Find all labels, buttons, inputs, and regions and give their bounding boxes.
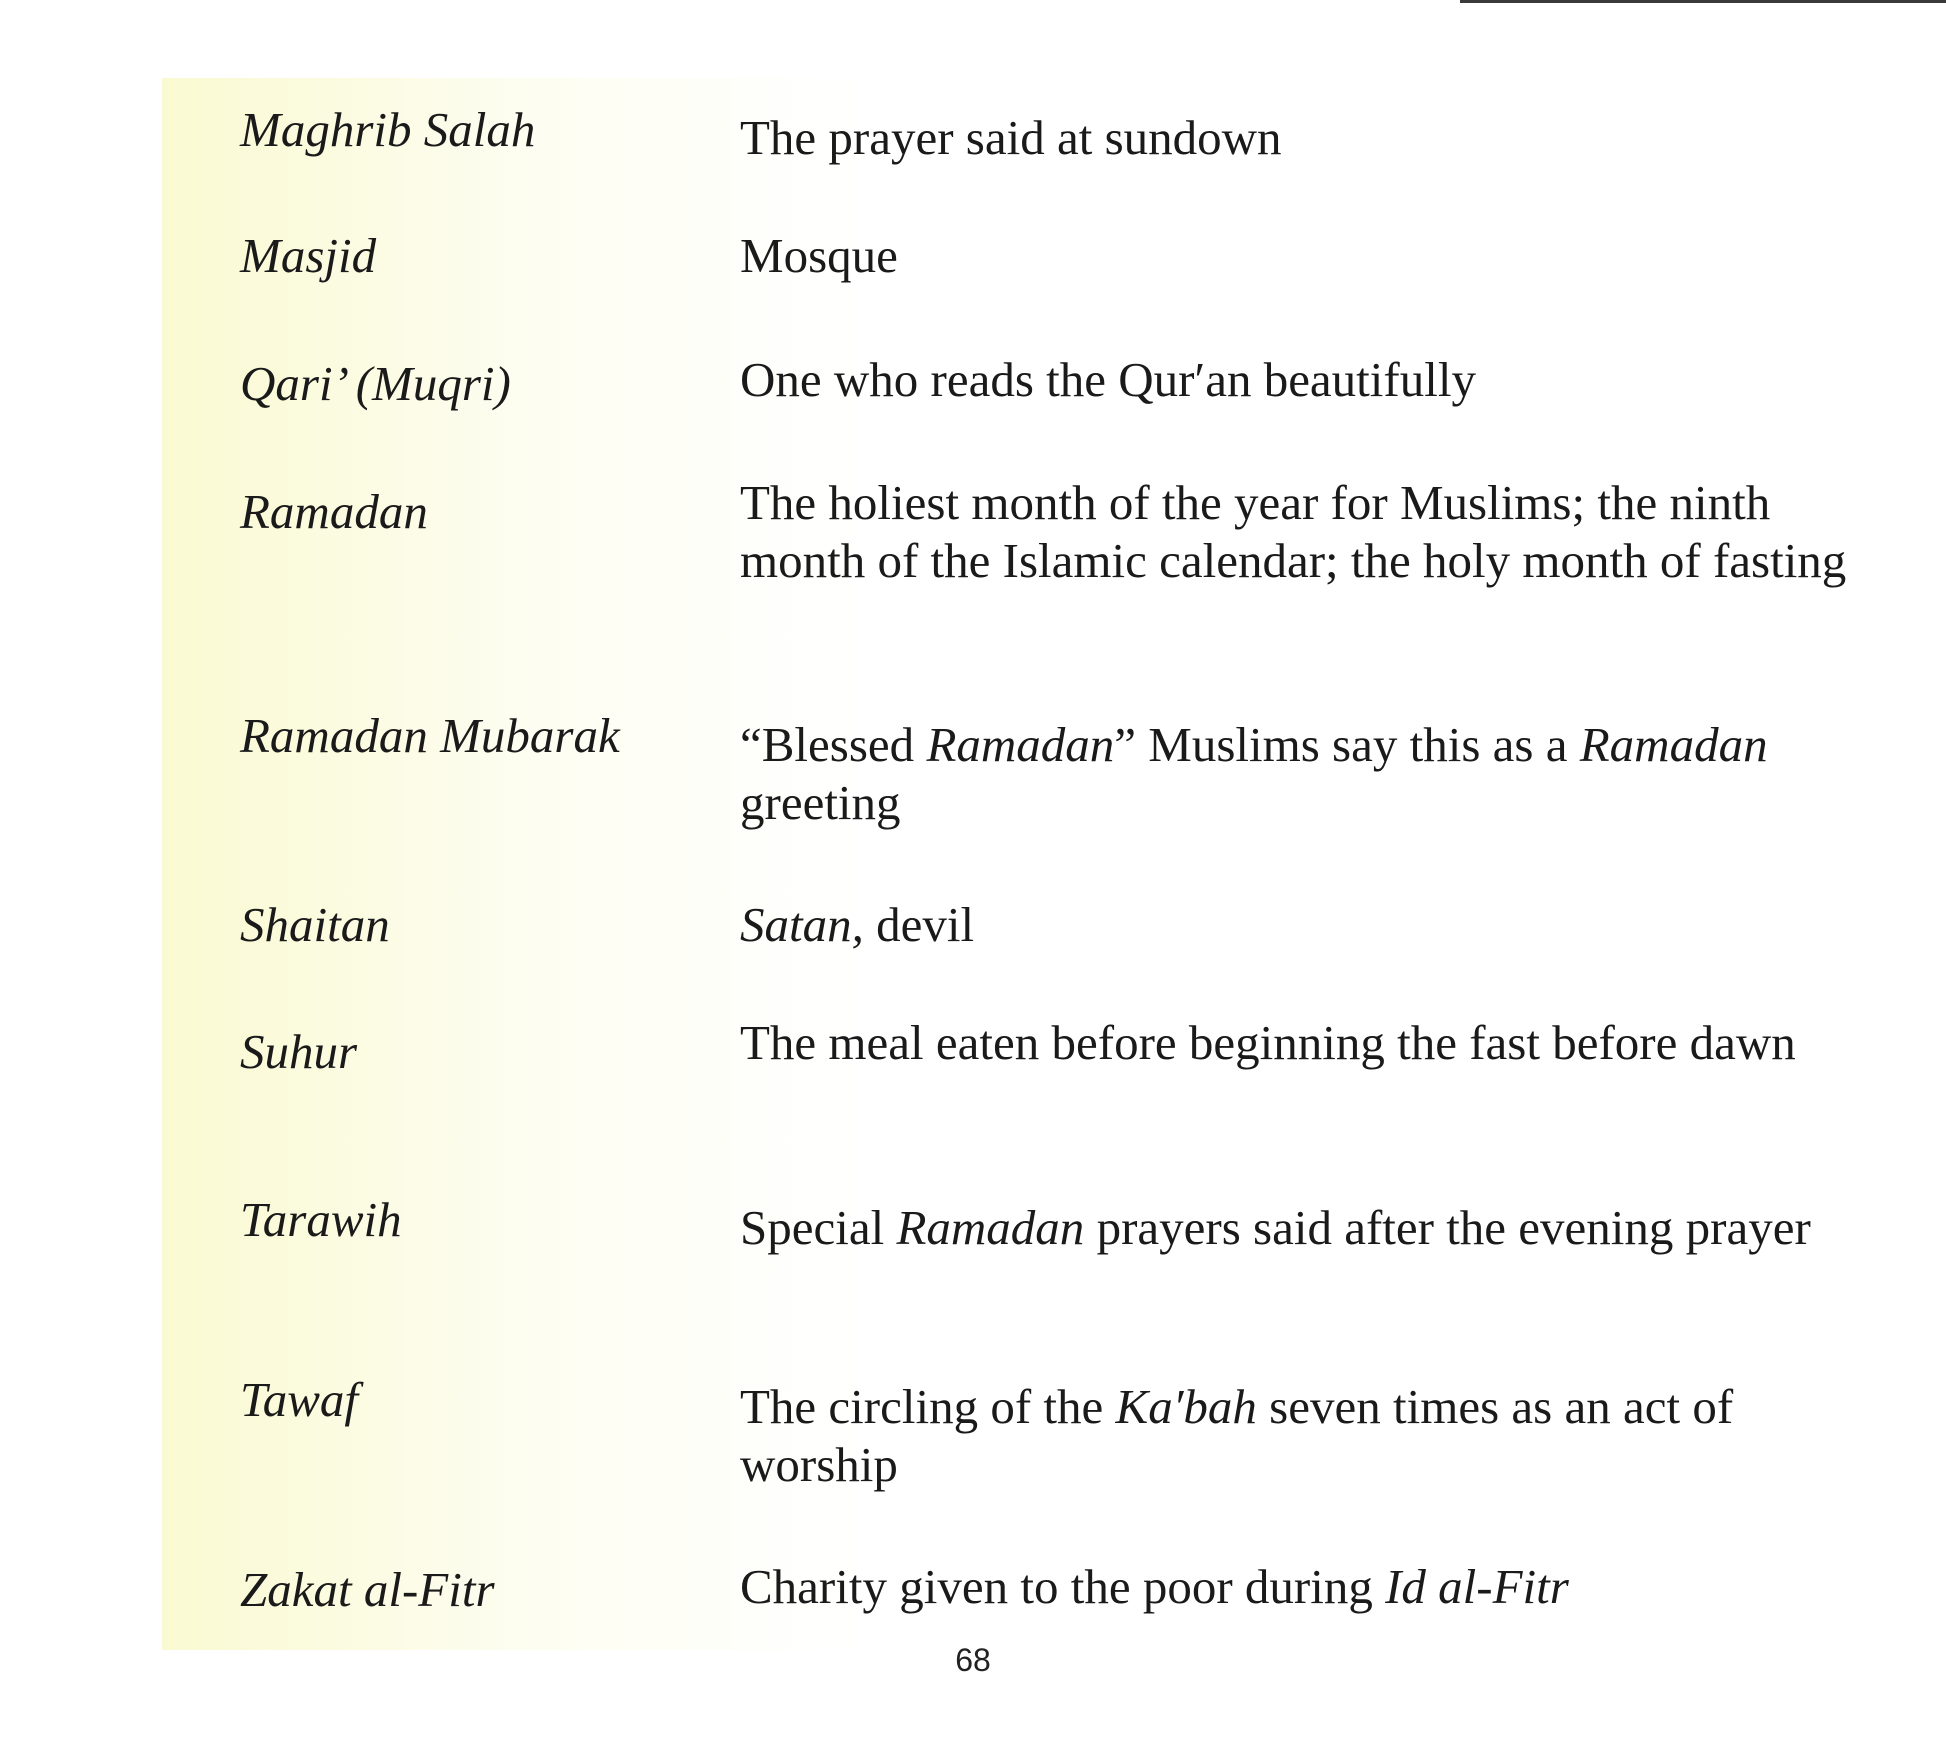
glossary-term: Zakat al-Fitr: [240, 1562, 495, 1617]
glossary-term: Maghrib Salah: [240, 102, 536, 157]
glossary-definition: The holiest month of the year for Muslims; the ninth month of the Islamic calendar; the holy month of fasting: [740, 475, 1847, 588]
page-number: 68: [955, 1642, 991, 1678]
glossary-definition: The circling of the Ka′bah seven times as an act of worship: [740, 1379, 1734, 1492]
glossary-definition: Special Ramadan prayers said after the evening prayer: [740, 1200, 1811, 1255]
glossary-definition: The meal eaten before beginning the fast before dawn: [740, 1015, 1796, 1070]
glossary-definition: Mosque: [740, 228, 898, 283]
glossary-term: Ramadan: [240, 484, 428, 539]
glossary-term: Ramadan Mubarak: [240, 708, 620, 763]
glossary-term: Tarawih: [240, 1192, 402, 1247]
glossary-definition: The prayer said at sundown: [740, 110, 1282, 165]
glossary-definition: Charity given to the poor during Id al-Fitr: [740, 1559, 1569, 1614]
glossary-term: Tawaf: [240, 1372, 359, 1427]
glossary-term: Shaitan: [240, 897, 390, 952]
glossary-definition: “Blessed Ramadan” Muslims say this as a Ramadan greeting: [740, 717, 1768, 830]
glossary-term: Masjid: [240, 228, 377, 283]
glossary-definition: One who reads the Qur′an beautifully: [740, 352, 1476, 407]
glossary-definition: Satan, devil: [740, 897, 975, 952]
glossary-term: Suhur: [240, 1024, 358, 1079]
glossary-term: Qari’ (Muqri): [240, 356, 511, 411]
